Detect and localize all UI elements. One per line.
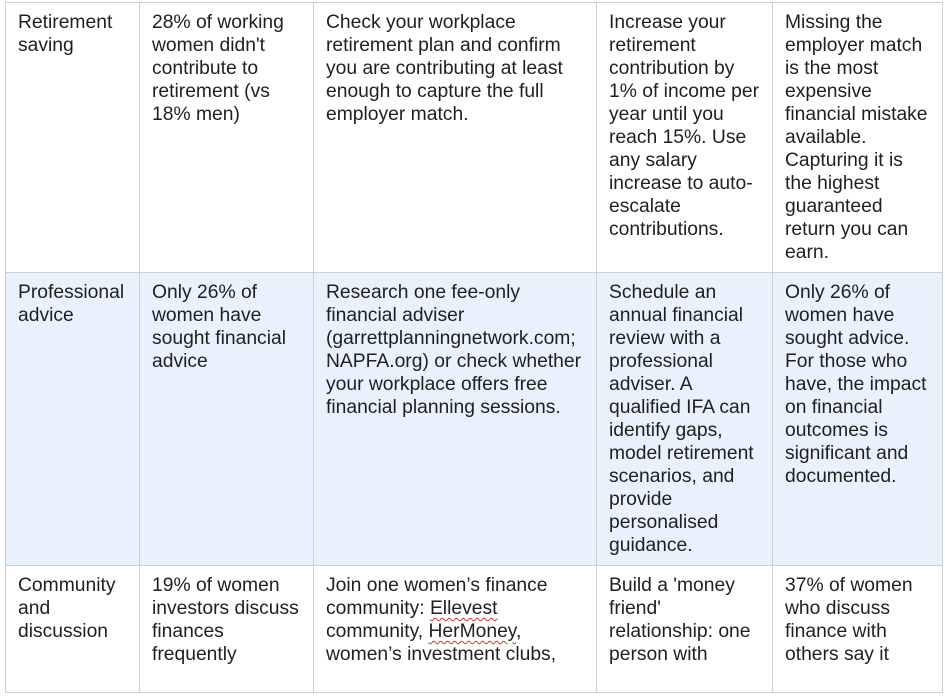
table-cell-area: Professional advice bbox=[6, 273, 140, 566]
table-row bbox=[6, 273, 943, 566]
table-cell-why: 37% of women who discuss finance with others say it bbox=[773, 566, 943, 693]
table-cell-action: Research one fee-only financial adviser (garrettplanningnetwork.com; NAPFA.org) or check whether your workplace offers free financial planning sessions. bbox=[314, 273, 597, 566]
table-cell-statistic: 28% of working women didn't contribute to retirement (vs 18% men) bbox=[140, 3, 314, 273]
document-table bbox=[5, 2, 943, 693]
table-cell-next-step: Build a 'money friend' relationship: one person with bbox=[597, 566, 773, 693]
table-cell-action bbox=[314, 566, 597, 693]
table-cell-statistic: 19% of women investors discuss finances frequently bbox=[140, 566, 314, 693]
spellcheck-word[interactable]: Ellevest bbox=[429, 598, 498, 619]
table-cell-area: Community and discussion bbox=[6, 566, 140, 693]
table-cell-statistic: Only 26% of women have sought financial advice bbox=[140, 273, 314, 566]
action-text: , women’s investment clubs, bbox=[326, 621, 557, 665]
table-cell-area: Retirement saving bbox=[6, 3, 140, 273]
action-text: Join one women’s finance community: bbox=[326, 575, 548, 619]
spellcheck-word[interactable]: HerMoney bbox=[428, 621, 517, 642]
table-row bbox=[6, 566, 943, 693]
action-text: community, bbox=[326, 621, 429, 642]
table-cell-next-step: Increase your retirement contribution by 1% of income per year until you reach 15%. Use any salary increase to auto-escalate contributions. bbox=[597, 3, 773, 273]
table-cell-why: Only 26% of women have sought advice. For those who have, the impact on financial outcomes is significant and documented. bbox=[773, 273, 943, 566]
table-cell-why: Missing the employer match is the most expensive financial mistake available. Capturing it is the highest guaranteed return you can earn. bbox=[773, 3, 943, 273]
table-row bbox=[6, 3, 943, 273]
table-cell-next-step: Schedule an annual financial review with a professional adviser. A qualified IFA can identify gaps, model retirement scenarios, and provide personalised guidance. bbox=[597, 273, 773, 566]
table-cell-action: Check your workplace retirement plan and confirm you are contributing at least enough to capture the full employer match. bbox=[314, 3, 597, 273]
